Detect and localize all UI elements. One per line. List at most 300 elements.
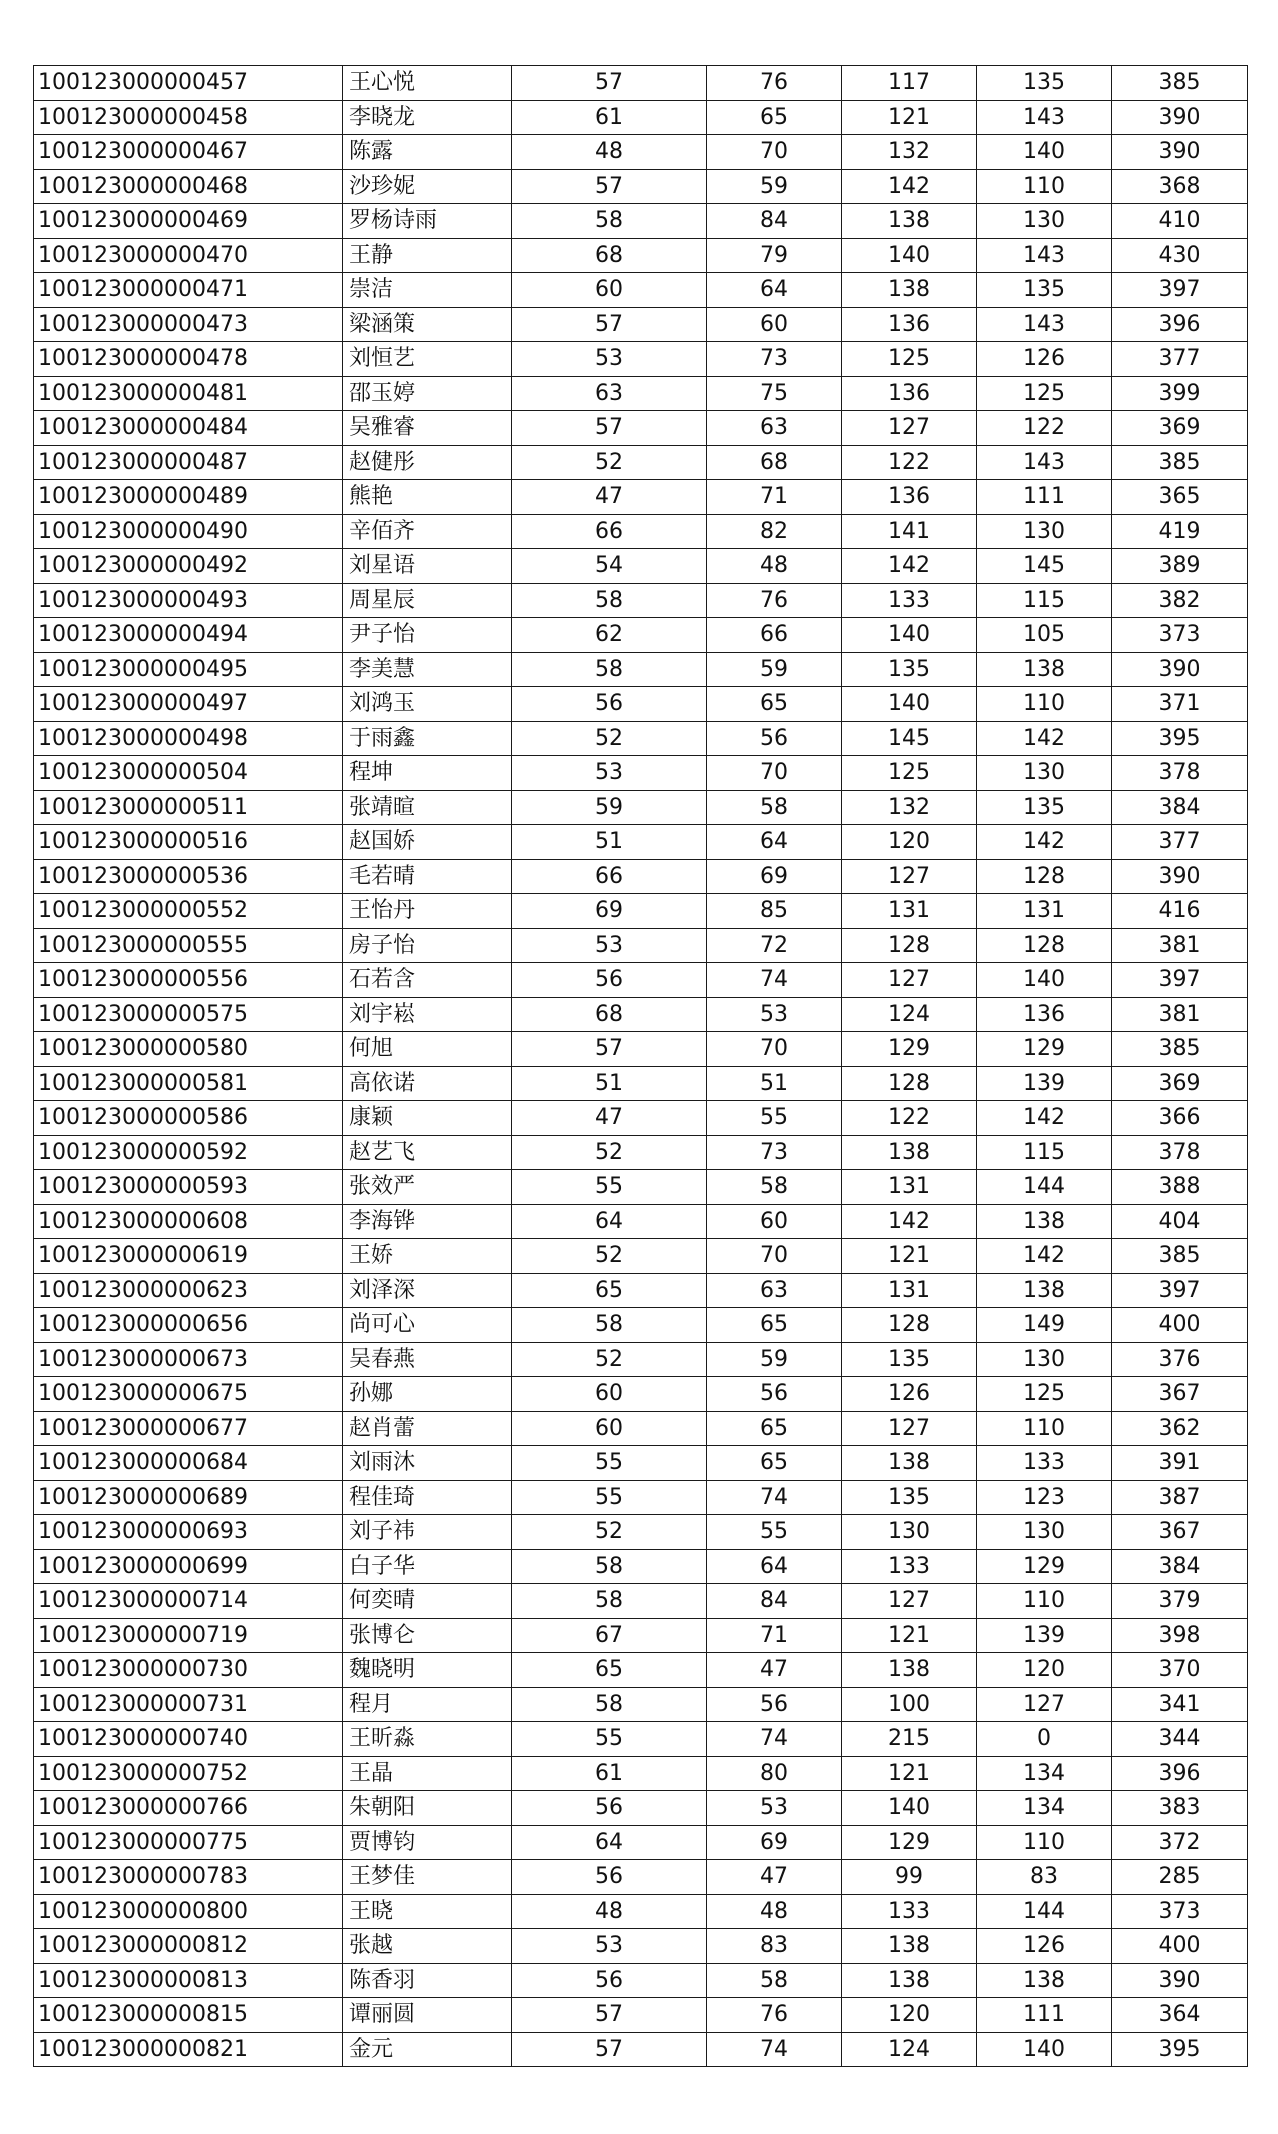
cell-score-1: 66 xyxy=(512,514,707,549)
cell-score-2: 84 xyxy=(707,1584,842,1619)
cell-student-id: 100123000000575 xyxy=(34,997,343,1032)
cell-score-4: 129 xyxy=(977,1032,1112,1067)
cell-name: 王晶 xyxy=(343,1756,512,1791)
cell-score-4: 136 xyxy=(977,997,1112,1032)
table-row xyxy=(34,135,1248,170)
cell-score-4: 134 xyxy=(977,1791,1112,1826)
cell-score-4: 122 xyxy=(977,411,1112,446)
cell-score-2: 69 xyxy=(707,859,842,894)
cell-score-1: 56 xyxy=(512,1860,707,1895)
cell-student-id: 100123000000656 xyxy=(34,1308,343,1343)
cell-score-4: 111 xyxy=(977,1998,1112,2033)
cell-student-id: 100123000000693 xyxy=(34,1515,343,1550)
cell-score-1: 58 xyxy=(512,204,707,239)
cell-score-3: 121 xyxy=(842,1618,977,1653)
cell-score-1: 62 xyxy=(512,618,707,653)
cell-score-3: 131 xyxy=(842,1170,977,1205)
cell-score-3: 135 xyxy=(842,1342,977,1377)
cell-name: 张靖暄 xyxy=(343,790,512,825)
cell-total: 395 xyxy=(1112,2032,1248,2067)
cell-score-2: 60 xyxy=(707,1204,842,1239)
cell-score-2: 59 xyxy=(707,169,842,204)
cell-score-1: 64 xyxy=(512,1825,707,1860)
cell-score-4: 143 xyxy=(977,100,1112,135)
cell-student-id: 100123000000555 xyxy=(34,928,343,963)
cell-total: 399 xyxy=(1112,376,1248,411)
cell-student-id: 100123000000473 xyxy=(34,307,343,342)
cell-score-4: 0 xyxy=(977,1722,1112,1757)
cell-score-3: 215 xyxy=(842,1722,977,1757)
table-row xyxy=(34,1101,1248,1136)
table-row xyxy=(34,66,1248,101)
table-row xyxy=(34,1929,1248,1964)
cell-score-1: 57 xyxy=(512,307,707,342)
cell-name: 赵艺飞 xyxy=(343,1135,512,1170)
cell-total: 390 xyxy=(1112,1963,1248,1998)
cell-score-4: 127 xyxy=(977,1687,1112,1722)
cell-score-2: 71 xyxy=(707,480,842,515)
cell-student-id: 100123000000458 xyxy=(34,100,343,135)
cell-name: 张效严 xyxy=(343,1170,512,1205)
cell-total: 385 xyxy=(1112,1239,1248,1274)
cell-score-2: 59 xyxy=(707,652,842,687)
cell-score-1: 53 xyxy=(512,342,707,377)
cell-score-4: 144 xyxy=(977,1894,1112,1929)
cell-name: 程坤 xyxy=(343,756,512,791)
cell-score-4: 139 xyxy=(977,1066,1112,1101)
cell-student-id: 100123000000580 xyxy=(34,1032,343,1067)
cell-score-3: 138 xyxy=(842,1446,977,1481)
cell-score-2: 55 xyxy=(707,1101,842,1136)
cell-score-2: 70 xyxy=(707,135,842,170)
cell-total: 389 xyxy=(1112,549,1248,584)
cell-score-3: 141 xyxy=(842,514,977,549)
cell-name: 沙珍妮 xyxy=(343,169,512,204)
cell-score-1: 58 xyxy=(512,1308,707,1343)
cell-total: 366 xyxy=(1112,1101,1248,1136)
cell-score-3: 117 xyxy=(842,66,977,101)
cell-student-id: 100123000000719 xyxy=(34,1618,343,1653)
cell-student-id: 100123000000812 xyxy=(34,1929,343,1964)
cell-student-id: 100123000000481 xyxy=(34,376,343,411)
cell-score-3: 122 xyxy=(842,445,977,480)
cell-score-3: 133 xyxy=(842,1894,977,1929)
cell-score-1: 52 xyxy=(512,1239,707,1274)
cell-score-2: 63 xyxy=(707,1273,842,1308)
cell-score-4: 134 xyxy=(977,1756,1112,1791)
table-row xyxy=(34,1722,1248,1757)
cell-name: 陈香羽 xyxy=(343,1963,512,1998)
cell-total: 362 xyxy=(1112,1411,1248,1446)
cell-name: 张博仑 xyxy=(343,1618,512,1653)
cell-score-3: 140 xyxy=(842,238,977,273)
cell-score-2: 74 xyxy=(707,1480,842,1515)
cell-score-4: 110 xyxy=(977,1584,1112,1619)
cell-score-4: 83 xyxy=(977,1860,1112,1895)
table-row xyxy=(34,963,1248,998)
cell-score-1: 57 xyxy=(512,66,707,101)
cell-score-3: 142 xyxy=(842,549,977,584)
cell-score-2: 71 xyxy=(707,1618,842,1653)
table-row xyxy=(34,1687,1248,1722)
table-row xyxy=(34,1791,1248,1826)
cell-score-2: 65 xyxy=(707,1308,842,1343)
table-row xyxy=(34,1308,1248,1343)
table-row xyxy=(34,2032,1248,2067)
cell-score-1: 56 xyxy=(512,963,707,998)
cell-score-1: 56 xyxy=(512,1791,707,1826)
cell-total: 379 xyxy=(1112,1584,1248,1619)
cell-name: 李晓龙 xyxy=(343,100,512,135)
cell-score-3: 140 xyxy=(842,1791,977,1826)
cell-total: 382 xyxy=(1112,583,1248,618)
cell-score-2: 65 xyxy=(707,1411,842,1446)
cell-score-3: 127 xyxy=(842,1411,977,1446)
cell-score-3: 138 xyxy=(842,204,977,239)
cell-student-id: 100123000000586 xyxy=(34,1101,343,1136)
cell-student-id: 100123000000619 xyxy=(34,1239,343,1274)
cell-total: 370 xyxy=(1112,1653,1248,1688)
cell-name: 高依诺 xyxy=(343,1066,512,1101)
cell-score-2: 74 xyxy=(707,963,842,998)
cell-student-id: 100123000000457 xyxy=(34,66,343,101)
cell-score-4: 110 xyxy=(977,169,1112,204)
cell-total: 400 xyxy=(1112,1929,1248,1964)
cell-score-1: 67 xyxy=(512,1618,707,1653)
cell-total: 390 xyxy=(1112,859,1248,894)
cell-score-4: 135 xyxy=(977,66,1112,101)
cell-score-3: 132 xyxy=(842,790,977,825)
cell-score-1: 60 xyxy=(512,273,707,308)
cell-score-2: 80 xyxy=(707,1756,842,1791)
cell-total: 377 xyxy=(1112,342,1248,377)
table-row xyxy=(34,480,1248,515)
cell-total: 400 xyxy=(1112,1308,1248,1343)
cell-score-1: 57 xyxy=(512,1998,707,2033)
cell-score-3: 124 xyxy=(842,2032,977,2067)
cell-score-4: 110 xyxy=(977,687,1112,722)
cell-score-3: 129 xyxy=(842,1825,977,1860)
cell-student-id: 100123000000478 xyxy=(34,342,343,377)
cell-total: 385 xyxy=(1112,445,1248,480)
cell-score-4: 130 xyxy=(977,204,1112,239)
cell-score-2: 60 xyxy=(707,307,842,342)
table-row xyxy=(34,1963,1248,1998)
cell-score-4: 138 xyxy=(977,652,1112,687)
cell-score-4: 140 xyxy=(977,963,1112,998)
cell-student-id: 100123000000536 xyxy=(34,859,343,894)
cell-name: 王昕淼 xyxy=(343,1722,512,1757)
cell-score-3: 127 xyxy=(842,1584,977,1619)
cell-score-4: 135 xyxy=(977,273,1112,308)
cell-score-3: 120 xyxy=(842,1998,977,2033)
cell-score-1: 64 xyxy=(512,1204,707,1239)
cell-score-1: 60 xyxy=(512,1411,707,1446)
cell-score-3: 127 xyxy=(842,411,977,446)
cell-name: 于雨鑫 xyxy=(343,721,512,756)
cell-score-1: 58 xyxy=(512,652,707,687)
cell-student-id: 100123000000487 xyxy=(34,445,343,480)
cell-total: 388 xyxy=(1112,1170,1248,1205)
table-row xyxy=(34,342,1248,377)
cell-score-3: 136 xyxy=(842,376,977,411)
table-row xyxy=(34,1204,1248,1239)
table-row xyxy=(34,238,1248,273)
cell-name: 程月 xyxy=(343,1687,512,1722)
cell-score-2: 48 xyxy=(707,1894,842,1929)
cell-name: 王晓 xyxy=(343,1894,512,1929)
cell-score-4: 149 xyxy=(977,1308,1112,1343)
cell-name: 朱朝阳 xyxy=(343,1791,512,1826)
cell-score-4: 105 xyxy=(977,618,1112,653)
cell-score-2: 68 xyxy=(707,445,842,480)
cell-name: 魏晓明 xyxy=(343,1653,512,1688)
cell-total: 383 xyxy=(1112,1791,1248,1826)
cell-score-2: 58 xyxy=(707,790,842,825)
cell-name: 梁涵策 xyxy=(343,307,512,342)
table-row xyxy=(34,1066,1248,1101)
cell-score-4: 129 xyxy=(977,1549,1112,1584)
cell-score-4: 120 xyxy=(977,1653,1112,1688)
table-row xyxy=(34,583,1248,618)
cell-score-1: 54 xyxy=(512,549,707,584)
table-row xyxy=(34,1446,1248,1481)
cell-score-2: 56 xyxy=(707,721,842,756)
cell-score-1: 53 xyxy=(512,928,707,963)
cell-score-1: 57 xyxy=(512,1032,707,1067)
cell-student-id: 100123000000689 xyxy=(34,1480,343,1515)
cell-score-4: 145 xyxy=(977,549,1112,584)
cell-total: 378 xyxy=(1112,1135,1248,1170)
cell-score-3: 121 xyxy=(842,1239,977,1274)
cell-score-2: 47 xyxy=(707,1653,842,1688)
cell-score-3: 99 xyxy=(842,1860,977,1895)
table-row xyxy=(34,1377,1248,1412)
cell-student-id: 100123000000556 xyxy=(34,963,343,998)
table-row xyxy=(34,1170,1248,1205)
cell-student-id: 100123000000699 xyxy=(34,1549,343,1584)
cell-name: 刘星语 xyxy=(343,549,512,584)
cell-score-4: 125 xyxy=(977,376,1112,411)
cell-score-4: 142 xyxy=(977,1101,1112,1136)
cell-score-3: 127 xyxy=(842,963,977,998)
cell-total: 372 xyxy=(1112,1825,1248,1860)
cell-score-3: 128 xyxy=(842,1308,977,1343)
cell-score-3: 138 xyxy=(842,1135,977,1170)
cell-total: 387 xyxy=(1112,1480,1248,1515)
cell-name: 辛佰齐 xyxy=(343,514,512,549)
table-row xyxy=(34,445,1248,480)
cell-score-3: 121 xyxy=(842,1756,977,1791)
cell-name: 罗杨诗雨 xyxy=(343,204,512,239)
cell-score-3: 124 xyxy=(842,997,977,1032)
cell-total: 396 xyxy=(1112,1756,1248,1791)
cell-student-id: 100123000000490 xyxy=(34,514,343,549)
cell-score-2: 66 xyxy=(707,618,842,653)
cell-score-2: 83 xyxy=(707,1929,842,1964)
cell-score-1: 61 xyxy=(512,1756,707,1791)
cell-total: 397 xyxy=(1112,963,1248,998)
cell-score-4: 138 xyxy=(977,1273,1112,1308)
cell-score-3: 128 xyxy=(842,1066,977,1101)
cell-score-4: 138 xyxy=(977,1204,1112,1239)
cell-score-1: 65 xyxy=(512,1653,707,1688)
cell-score-2: 64 xyxy=(707,825,842,860)
cell-score-3: 125 xyxy=(842,342,977,377)
cell-score-4: 128 xyxy=(977,859,1112,894)
cell-score-2: 69 xyxy=(707,1825,842,1860)
cell-name: 熊艳 xyxy=(343,480,512,515)
table-row xyxy=(34,1756,1248,1791)
cell-student-id: 100123000000783 xyxy=(34,1860,343,1895)
cell-total: 397 xyxy=(1112,273,1248,308)
cell-score-3: 133 xyxy=(842,583,977,618)
cell-total: 373 xyxy=(1112,618,1248,653)
cell-total: 430 xyxy=(1112,238,1248,273)
cell-score-3: 138 xyxy=(842,1963,977,1998)
cell-score-3: 125 xyxy=(842,756,977,791)
cell-student-id: 100123000000493 xyxy=(34,583,343,618)
cell-name: 陈露 xyxy=(343,135,512,170)
cell-score-4: 110 xyxy=(977,1411,1112,1446)
cell-score-1: 68 xyxy=(512,238,707,273)
cell-score-2: 65 xyxy=(707,1446,842,1481)
cell-name: 白子华 xyxy=(343,1549,512,1584)
cell-score-3: 129 xyxy=(842,1032,977,1067)
cell-score-4: 115 xyxy=(977,583,1112,618)
cell-total: 369 xyxy=(1112,411,1248,446)
cell-total: 371 xyxy=(1112,687,1248,722)
table-row xyxy=(34,1618,1248,1653)
cell-score-4: 144 xyxy=(977,1170,1112,1205)
table-row xyxy=(34,1411,1248,1446)
cell-name: 尚可心 xyxy=(343,1308,512,1343)
cell-name: 赵肖蕾 xyxy=(343,1411,512,1446)
cell-total: 344 xyxy=(1112,1722,1248,1757)
cell-name: 王静 xyxy=(343,238,512,273)
cell-score-2: 53 xyxy=(707,997,842,1032)
cell-total: 396 xyxy=(1112,307,1248,342)
cell-score-2: 74 xyxy=(707,2032,842,2067)
cell-total: 384 xyxy=(1112,790,1248,825)
cell-score-4: 125 xyxy=(977,1377,1112,1412)
cell-score-3: 122 xyxy=(842,1101,977,1136)
cell-score-1: 61 xyxy=(512,100,707,135)
cell-score-1: 51 xyxy=(512,1066,707,1101)
cell-score-3: 135 xyxy=(842,1480,977,1515)
cell-total: 391 xyxy=(1112,1446,1248,1481)
table-row xyxy=(34,1135,1248,1170)
cell-name: 邵玉婷 xyxy=(343,376,512,411)
cell-score-1: 57 xyxy=(512,411,707,446)
cell-total: 397 xyxy=(1112,1273,1248,1308)
cell-name: 何旭 xyxy=(343,1032,512,1067)
cell-student-id: 100123000000813 xyxy=(34,1963,343,1998)
cell-score-4: 130 xyxy=(977,1515,1112,1550)
cell-score-3: 138 xyxy=(842,1929,977,1964)
cell-student-id: 100123000000684 xyxy=(34,1446,343,1481)
cell-score-4: 115 xyxy=(977,1135,1112,1170)
cell-score-4: 128 xyxy=(977,928,1112,963)
cell-score-1: 48 xyxy=(512,135,707,170)
cell-name: 吴雅睿 xyxy=(343,411,512,446)
table-row xyxy=(34,618,1248,653)
cell-score-1: 56 xyxy=(512,687,707,722)
cell-score-2: 59 xyxy=(707,1342,842,1377)
cell-student-id: 100123000000484 xyxy=(34,411,343,446)
table-row xyxy=(34,1342,1248,1377)
cell-name: 贾博钧 xyxy=(343,1825,512,1860)
cell-score-4: 142 xyxy=(977,721,1112,756)
cell-score-4: 143 xyxy=(977,238,1112,273)
cell-student-id: 100123000000766 xyxy=(34,1791,343,1826)
cell-total: 404 xyxy=(1112,1204,1248,1239)
table-row xyxy=(34,1653,1248,1688)
table-row xyxy=(34,790,1248,825)
cell-student-id: 100123000000775 xyxy=(34,1825,343,1860)
cell-name: 王怡丹 xyxy=(343,894,512,929)
cell-score-1: 55 xyxy=(512,1446,707,1481)
cell-name: 刘宇崧 xyxy=(343,997,512,1032)
cell-score-1: 53 xyxy=(512,1929,707,1964)
cell-score-2: 82 xyxy=(707,514,842,549)
cell-score-2: 58 xyxy=(707,1170,842,1205)
cell-student-id: 100123000000593 xyxy=(34,1170,343,1205)
table-row xyxy=(34,204,1248,239)
cell-score-1: 65 xyxy=(512,1273,707,1308)
cell-score-2: 75 xyxy=(707,376,842,411)
table-row xyxy=(34,100,1248,135)
cell-score-1: 47 xyxy=(512,480,707,515)
cell-total: 395 xyxy=(1112,721,1248,756)
cell-score-4: 142 xyxy=(977,825,1112,860)
cell-score-3: 136 xyxy=(842,480,977,515)
cell-score-3: 121 xyxy=(842,100,977,135)
cell-score-3: 136 xyxy=(842,307,977,342)
table-row xyxy=(34,997,1248,1032)
cell-student-id: 100123000000800 xyxy=(34,1894,343,1929)
cell-score-1: 58 xyxy=(512,1549,707,1584)
cell-score-1: 52 xyxy=(512,721,707,756)
table-row xyxy=(34,1515,1248,1550)
cell-score-4: 139 xyxy=(977,1618,1112,1653)
table-row xyxy=(34,1894,1248,1929)
cell-total: 368 xyxy=(1112,169,1248,204)
cell-score-3: 131 xyxy=(842,894,977,929)
table-row xyxy=(34,1032,1248,1067)
cell-student-id: 100123000000494 xyxy=(34,618,343,653)
cell-student-id: 100123000000821 xyxy=(34,2032,343,2067)
table-row xyxy=(34,169,1248,204)
cell-score-4: 140 xyxy=(977,2032,1112,2067)
cell-score-2: 64 xyxy=(707,273,842,308)
cell-student-id: 100123000000516 xyxy=(34,825,343,860)
cell-score-4: 143 xyxy=(977,307,1112,342)
table-row xyxy=(34,687,1248,722)
cell-score-2: 58 xyxy=(707,1963,842,1998)
table-row xyxy=(34,1273,1248,1308)
table-row xyxy=(34,652,1248,687)
table-row xyxy=(34,307,1248,342)
cell-name: 刘恒艺 xyxy=(343,342,512,377)
table-row xyxy=(34,1480,1248,1515)
cell-total: 367 xyxy=(1112,1377,1248,1412)
cell-score-1: 52 xyxy=(512,1135,707,1170)
table-row xyxy=(34,928,1248,963)
cell-total: 376 xyxy=(1112,1342,1248,1377)
cell-score-1: 55 xyxy=(512,1170,707,1205)
cell-score-3: 100 xyxy=(842,1687,977,1722)
